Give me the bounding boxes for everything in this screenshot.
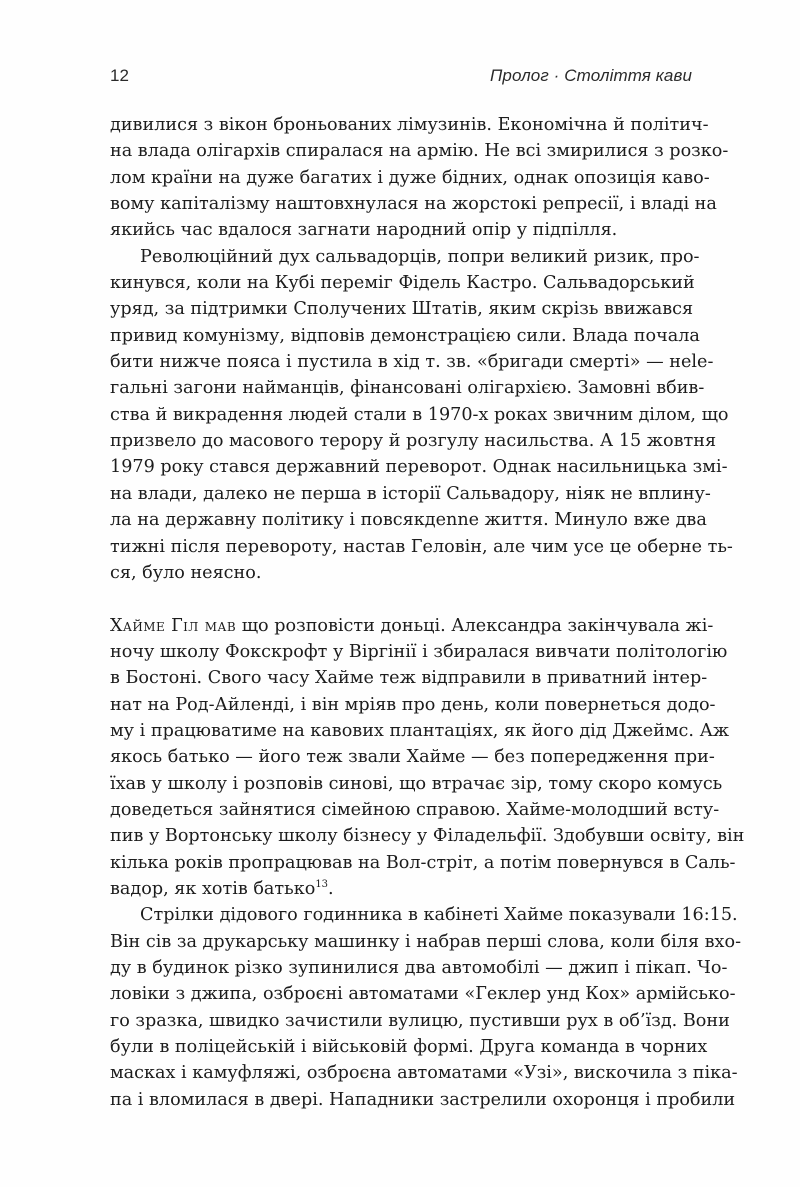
text-line: якийсь час вдалося загнати народний опір у підпілля.: [110, 220, 618, 241]
text-line: пив у Вортонську школу бізнесу у Філадельфії. Здобувши освіту, він: [110, 826, 745, 847]
text-line: лом країни на дуже багатих і дуже бідних, однак опозиція каво-: [110, 167, 710, 188]
text-line: кинувся, коли на Кубі переміг Фідель Кастро. Сальвадорський: [110, 273, 695, 294]
paragraph: [110, 112, 729, 244]
running-title: Пролог · Століття кави: [489, 66, 692, 85]
text-line: Революційний дух сальвадорців, попри великий ризик, про-: [140, 246, 700, 267]
text-line: Він сів за друкарську машинку і набрав перші слова, коли біля вхо-: [110, 931, 742, 952]
lead-in-smallcaps: Хайме Гіл мав: [110, 615, 237, 636]
paragraph: [110, 902, 742, 1113]
text-line: доведеться зайнятися сімейною справою. Хайме-молодший всту-: [110, 799, 720, 820]
section-break: [110, 586, 692, 612]
text-line: кілька років пропрацював на Вол-стріт, а потім повернувся в Саль-: [110, 852, 736, 873]
text-line: ночу школу Фокскрофт у Віргінії і збиралася вивчати політологію: [110, 641, 728, 662]
text-line: ла на державну політику і повсякдenne життя. Минуло вже два: [110, 510, 707, 531]
text-line: ловіки з джипа, озброєні автоматами «Геклер унд Кох» армійсько-: [110, 984, 736, 1005]
text-line: уряд, за підтримки Сполучених Штатів, яким скрізь ввижався: [110, 299, 694, 320]
text-fragment: що розповісти доньці. Александра закінчувала жі-: [236, 615, 714, 636]
text-line: Стрілки дідового годинника в кабінеті Хайме показували 16:15.: [140, 905, 738, 926]
text-line: на влади, далеко не перша в історії Сальвадору, ніяк не вплину-: [110, 483, 711, 504]
paragraph: [110, 613, 745, 903]
text-fragment: .: [328, 878, 334, 899]
text-line: [110, 613, 714, 639]
text-line: вому капіталізму наштовхнулася на жорстокі репресії, і владі на: [110, 194, 717, 215]
text-line: привид комунізму, відповів демонстрацією сили. Влада почала: [110, 325, 700, 346]
text-line: були в поліцейській і військовій формі. Друга команда в чорних: [110, 1037, 708, 1058]
paragraph: [110, 244, 733, 586]
text-line: гальні загони найманців, фінансовані олігархією. Замовні вбив-: [110, 378, 705, 399]
text-line: го зразка, швидко зачистили вулицю, пустивши рух в об’їзд. Вони: [110, 1010, 730, 1031]
text-line: дивилися з вікон броньованих лімузинів. Економічна й політич-: [110, 115, 709, 135]
text-line: на влада олігархів спиралася на армію. Не всі змирилися з розко-: [110, 141, 729, 162]
text-line: [110, 876, 692, 902]
text-line: бити нижче пояса і пустила в хід т. зв. «бригади смерті» — нele-: [110, 352, 714, 373]
text-line: призвело до масового терору й розгулу насильства. А 15 жовтня: [110, 431, 717, 452]
text-line: тижні після перевороту, настав Геловін, але чим усе це оберне ть-: [110, 536, 733, 557]
page-number: 12: [110, 66, 129, 85]
text-line: па і вломилася в двері. Нападники застрелили охоронця і пробили: [110, 1089, 736, 1110]
text-line: му і працюватиме на кавових плантаціях, як його дід Джеймс. Аж: [110, 720, 730, 741]
text-line: ства й викрадення людей стали в 1970-х роках звичним ділом, що: [110, 404, 729, 425]
text-fragment: вадор, як хотів батько: [110, 878, 316, 899]
text-line: їхав у школу і розповів синові, що втрачає зір, тому скоро комусь: [110, 773, 723, 794]
body-text: [110, 112, 745, 1113]
text-line: ду в будинок різко зупинилися два автомобілі — джип і пікап. Чо-: [110, 958, 728, 978]
running-header: [110, 66, 692, 90]
text-line: 1979 року стався державний переворот. Однак насильницька змі-: [110, 457, 728, 478]
text-line: ся, було неясно.: [110, 562, 262, 583]
text-line: в Бостоні. Свого часу Хайме теж відправили в приватний інтер-: [110, 668, 708, 689]
text-line: масках і камуфляжі, озброєна автоматами «Узі», вискочила з піка-: [110, 1063, 738, 1084]
footnote-reference[interactable]: 13: [315, 878, 329, 890]
text-line: якось батько — його теж звали Хайме — без попередження при-: [110, 747, 715, 768]
text-line: нат на Род-Айленді, і він мріяв про день, коли повернеться додо-: [110, 694, 716, 715]
